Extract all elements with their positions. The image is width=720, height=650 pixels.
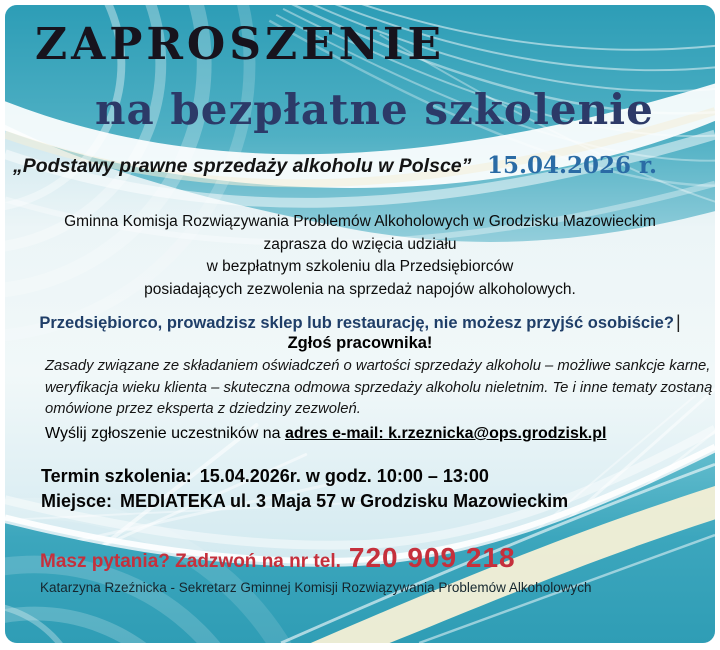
email-link[interactable]: adres e-mail: k.rzeznicka@ops.grodzisk.pl [284,425,607,442]
question-text: Przedsiębiorco, prowadzisz sklep lub restaurację, nie możesz przyjść osobiście? [39,314,674,332]
schedule-value: 15.04.2026r. w godz. 10:00 – 13:00 [199,466,489,486]
event-date: 15.04.2026 r. [487,152,658,179]
flyer-title: ZAPROSZENIE [35,19,446,70]
intro-line: posiadających zezwolenia na sprzedaż napojów alkoholowych. [144,280,576,298]
intro-paragraph [5,211,715,301]
details-paragraph [45,356,712,421]
flyer-content [5,5,715,643]
submission-line [45,425,606,443]
location-value: MEDIATEKA ul. 3 Maja 57 w Grodzisku Mazowieckim [120,491,569,511]
schedule-line [41,464,568,489]
logistics-block [41,464,568,514]
schedule-label: Termin szkolenia: [41,466,192,486]
intro-line: zaprasza do wzięcia udziału [263,235,457,253]
phone-prompt: Masz pytania? Zadzwoń na nr tel. [40,551,341,572]
details-line: Zasady związane ze składaniem oświadczeń o wartości sprzedaży alkoholu – możliwe sankcje karne, [45,358,711,374]
phone-number: 720 909 218 [348,542,516,573]
text-cursor-artifact: | [675,312,681,332]
contact-line [40,542,516,574]
location-label: Miejsce: [41,491,113,511]
invitation-flyer [5,5,715,643]
location-line [41,489,568,514]
intro-line: w bezpłatnym szkoleniu dla Przedsiębiorców [206,258,514,275]
flyer-subtitle: na bezpłatne szkolenie [95,85,654,134]
cta-line: Zgłoś pracownika! [287,334,433,352]
details-line: omówione przez eksperta z dziedziny zezwoleń. [45,401,361,417]
signature-line: Katarzyna Rzeźnicka - Sekretarz Gminnej Komisji Rozwiązywania Problemów Alkoholowych [40,580,592,595]
question-line [5,312,715,333]
intro-line: Gminna Komisja Rozwiązywania Problemów Alkoholowych w Grodzisku Mazowieckim [64,213,656,230]
submission-prefix: Wyślij zgłoszenie uczestników na [45,425,285,442]
training-topic: „Podstawy prawne sprzedaży alkoholu w Polsce” [13,155,472,177]
details-line: weryfikacja wieku klienta – skuteczna odmowa sprzedaży alkoholu nieletnim. Te i inne tematy zostaną [45,379,713,396]
